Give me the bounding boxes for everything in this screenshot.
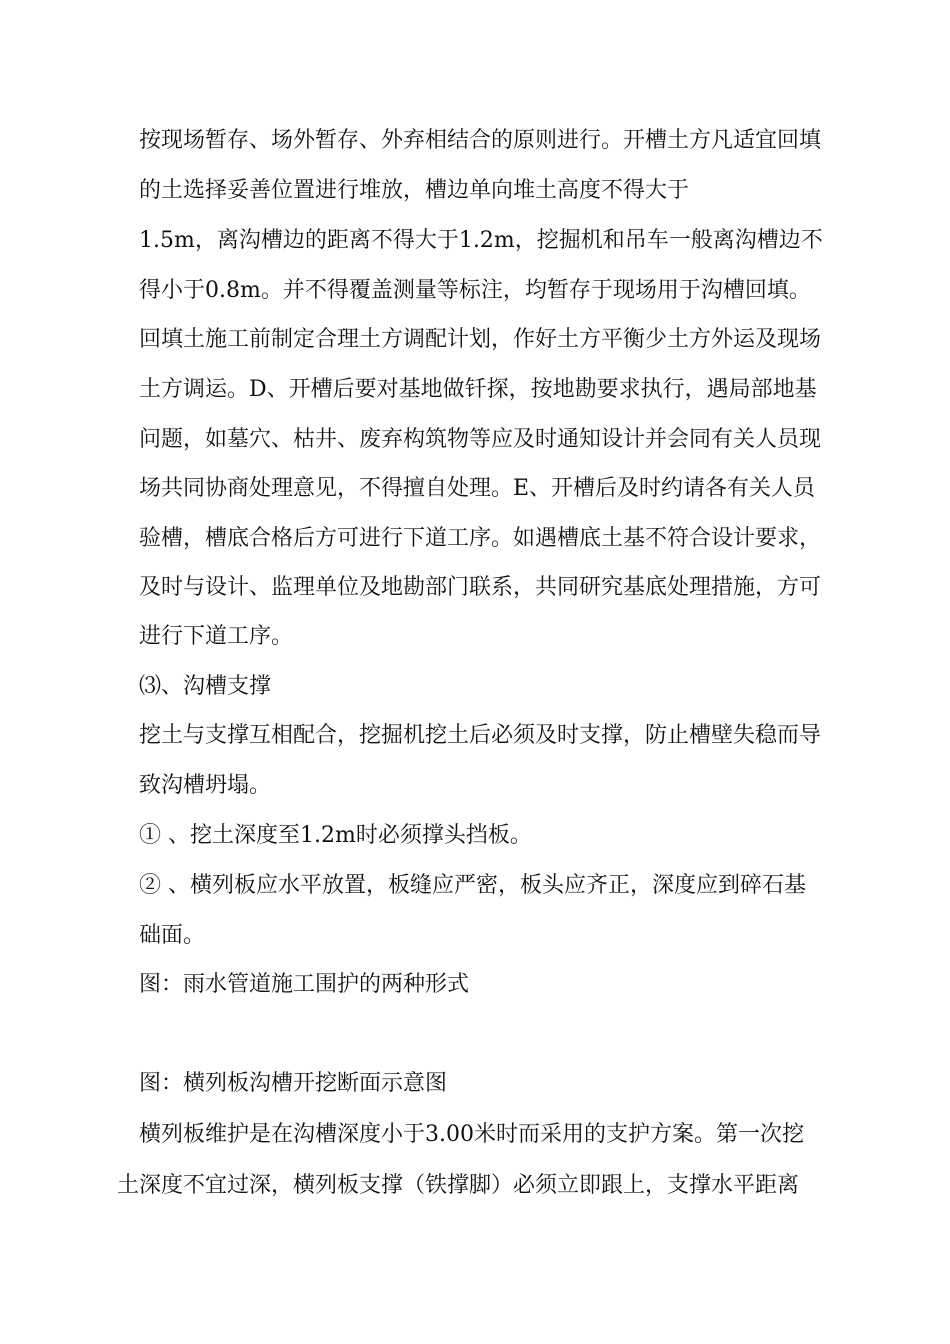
text-line-1: 按现场暂存、场外暂存、外弃相结合的原则进行。开槽土方凡适宜回填 (139, 128, 822, 153)
text-line-2: 的土选择妥善位置进行堆放，槽边单向堆土高度不得大于 (139, 178, 690, 203)
figure-caption-1: 图：雨水管道施工围护的两种形式 (139, 972, 470, 997)
text-line-7: 问题，如墓穴、枯井、废弃构筑物等应及时通知设计并会同有关人员现 (139, 427, 822, 452)
text-line-14: 致沟槽坍塌。 (139, 773, 272, 798)
text-line-20: 横列板维护是在沟槽深度小于3.00米时而采用的支护方案。第一次挖 (139, 1122, 804, 1147)
figure-caption-2: 图：横列板沟槽开挖断面示意图 (139, 1071, 448, 1096)
text-line-8: 场共同协商处理意见，不得擅自处理。E、开槽后及时约请各有关人员 (139, 476, 816, 501)
list-item-2: ② 、横列板应水平放置，板缝应严密，板头应齐正，深度应到碎石基 (139, 873, 806, 898)
text-line-5: 回填土施工前制定合理土方调配计划，作好土方平衡少土方外运及现场 (139, 327, 822, 352)
list-item-2-continued: 础面。 (139, 923, 206, 948)
text-line-10: 及时与设计、监理单位及地勘部门联系，共同研究基底处理措施，方可 (139, 575, 822, 600)
text-line-3: 1.5m，离沟槽边的距离不得大于1.2m，挖掘机和吊车一般离沟槽边不 (139, 228, 823, 253)
list-item-1: ① 、挖土深度至1.2m时必须撑头挡板。 (139, 823, 532, 848)
text-line-9: 验槽，槽底合格后方可进行下道工序。如遇槽底土基不符合设计要求， (139, 526, 822, 551)
text-line-11: 进行下道工序。 (139, 624, 294, 649)
section-heading: ⑶、沟槽支撑 (139, 674, 272, 699)
text-line-4: 得小于0.8m。并不得覆盖测量等标注，均暂存于现场用于沟槽回填。 (139, 278, 811, 303)
text-line-6: 土方调运。D、开槽后要对基地做钎探，按地勘要求执行，遇局部地基 (139, 377, 817, 402)
text-line-13: 挖土与支撑互相配合，挖掘机挖土后必须及时支撑，防止槽壁失稳而导 (139, 723, 822, 748)
text-line-21: 土深度不宜过深，横列板支撑（铁撑脚）必须立即跟上，支撑水平距离 (117, 1173, 800, 1198)
